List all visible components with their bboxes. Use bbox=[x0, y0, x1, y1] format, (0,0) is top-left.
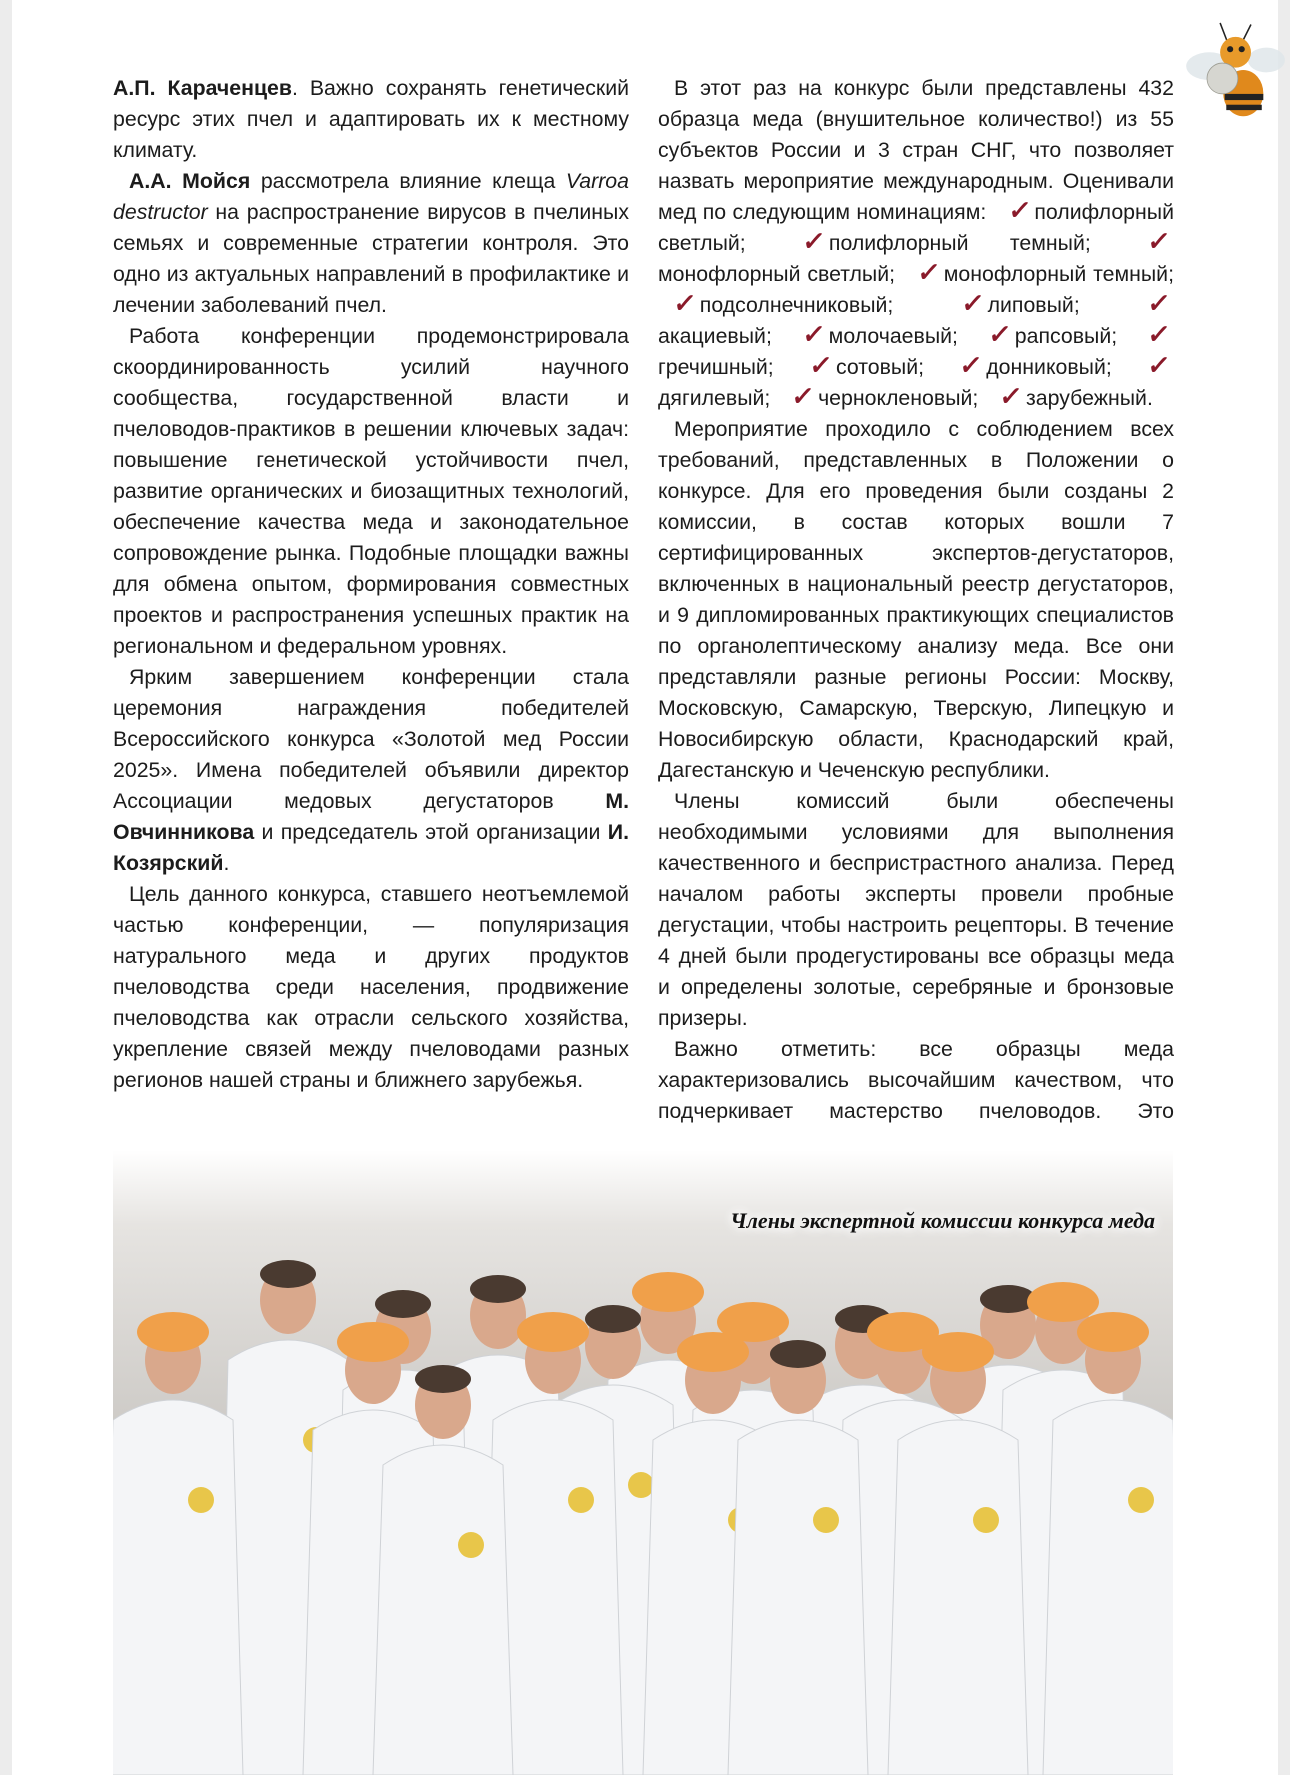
separator: . bbox=[1146, 386, 1153, 410]
paragraph bbox=[658, 786, 1174, 1034]
separator: ; bbox=[952, 324, 973, 348]
check-mark-icon: ✓ bbox=[671, 288, 698, 318]
check-mark-icon: ✓ bbox=[958, 350, 985, 380]
nomination-label: молочаевый bbox=[828, 324, 953, 348]
check-mark-icon: ✓ bbox=[1006, 195, 1033, 225]
bee-mascot-icon bbox=[1180, 10, 1288, 130]
separator: ; bbox=[889, 262, 902, 286]
text-run: на распространение вирусов в пчелиных семьях и современные стратегии контроля. Это одно из актуальных направлений в профилактике и лечении заболеваний пчел. bbox=[113, 200, 629, 317]
italic-term: Varroa destructor bbox=[113, 169, 629, 224]
text-run: и председатель этой организации bbox=[254, 820, 608, 844]
separator: ; bbox=[765, 324, 787, 348]
check-mark-icon: ✓ bbox=[1146, 350, 1173, 380]
paragraph bbox=[658, 414, 1174, 786]
nomination-item bbox=[658, 288, 888, 318]
text-run: Работа конференции продемонстрировала скоординированность усилий научного сообщества, государственной власти и пчеловодов-практиков в решении ключевых задач: повышение генетической устойчивости пчел, развитие органических и биозащитных технологий, обеспечение качества меда и законодательное сопровождение рынка. Подобные площадки важны для обмена опытом, формирования совместных проектов и распространения успешных практик на региональном и федеральном уровнях. bbox=[113, 324, 629, 658]
text-run: Ярким завершением конференции стала церемония награждения победителей Всероссийского конкурса «Золотой мед России 2025». Имена победителей объявили директор Ассоциации медовых дегустаторов bbox=[113, 665, 629, 813]
separator: ; bbox=[887, 293, 946, 317]
paragraph bbox=[113, 166, 629, 321]
paragraph bbox=[113, 662, 629, 879]
check-mark-icon: ✓ bbox=[986, 319, 1013, 349]
paragraph bbox=[658, 73, 1174, 414]
paragraph bbox=[113, 321, 629, 662]
nomination-label: подсолнечниковый bbox=[699, 293, 888, 317]
nomination-label: рапсовый bbox=[1014, 324, 1112, 348]
text-run: Важно отметить: все образцы меда характеризовались высочайшим качеством, что подчеркивает мастерство пчеловодов. Это bbox=[658, 1037, 1174, 1123]
nomination-item bbox=[794, 350, 919, 380]
check-mark-icon: ✓ bbox=[801, 226, 828, 256]
separator: ; bbox=[972, 386, 985, 410]
group-photo bbox=[113, 1150, 1173, 1775]
bold-name: М. Овчинникова bbox=[113, 789, 629, 844]
text-run: Цель данного конкурса, ставшего неотъемлемой частью конференции, — популяризация натурального меда и других продуктов пчеловодства среди населения, продвижение пчеловодства как отрасли сельского хозяйства, укрепление связей между пчеловодами разных регионов нашей страны и ближнего зарубежья. bbox=[113, 882, 629, 1092]
nomination-label: зарубежный bbox=[1026, 386, 1147, 410]
nomination-label: чернокленовый bbox=[818, 386, 973, 410]
check-mark-icon: ✓ bbox=[1146, 226, 1173, 256]
check-mark-icon: ✓ bbox=[1146, 288, 1173, 318]
check-mark-icon: ✓ bbox=[808, 350, 835, 380]
paragraph bbox=[113, 73, 629, 166]
text-run: Члены комиссий были обеспечены необходимыми условиями для выполнения качественного и беспристрастного анализа. Перед началом работы эксперты провели пробные дегустации, чтобы настроить рецепторы. В течение 4 дней были продегустированы все образцы меда и определены золотые, серебряные и бронзовые призеры. bbox=[658, 789, 1174, 1030]
text-run: рассмотрела влияние клеща bbox=[250, 169, 566, 193]
nomination-label: полифлорный темный bbox=[828, 231, 1085, 255]
check-mark-icon: ✓ bbox=[998, 381, 1025, 411]
right-text-column bbox=[658, 73, 1174, 1127]
check-mark-icon: ✓ bbox=[790, 381, 817, 411]
nomination-item bbox=[902, 257, 1169, 287]
nomination-label: гречишный bbox=[658, 355, 768, 379]
nomination-item bbox=[944, 350, 1106, 380]
photo-image bbox=[113, 1150, 1173, 1775]
nomination-item bbox=[984, 381, 1147, 411]
check-mark-icon: ✓ bbox=[1146, 319, 1173, 349]
separator: ; bbox=[1105, 355, 1133, 379]
left-text-column bbox=[113, 73, 629, 1096]
separator: ; bbox=[1073, 293, 1133, 317]
nomination-label: полифлорный светлый bbox=[658, 200, 1174, 255]
magazine-page bbox=[12, 0, 1278, 1775]
nomination-item bbox=[973, 319, 1112, 349]
text-run: Мероприятие проходило с соблюдением всех требований, представленных в Положении о конкурсе. Для его проведения были созданы 2 комиссии, в состав которых вошли 7 сертифицированных экспертов-дегустаторов, включенных в национальный реестр дегустаторов, и 9 дипломированных практикующих специалистов по органолептическому анализу меда. Все они представляли разные регионы России: Москву, Московскую, Самарскую, Тверскую, Липецкую и Новосибирскую области, Краснодарский край, Дагестанскую и Чеченскую республики. bbox=[658, 417, 1174, 782]
paragraph bbox=[113, 879, 629, 1096]
nomination-label: акациевый bbox=[658, 324, 766, 348]
text-run: . bbox=[223, 851, 230, 875]
separator: ; bbox=[918, 355, 945, 379]
nomination-item bbox=[946, 288, 1074, 318]
check-mark-icon: ✓ bbox=[915, 257, 942, 287]
separator: ; bbox=[764, 386, 777, 410]
separator: ; bbox=[1168, 262, 1174, 286]
separator: ; bbox=[1084, 231, 1133, 255]
nomination-item bbox=[787, 226, 1085, 256]
check-mark-icon: ✓ bbox=[800, 319, 827, 349]
separator: ; bbox=[1111, 324, 1133, 348]
nomination-item bbox=[787, 319, 953, 349]
nomination-label: липовый bbox=[987, 293, 1074, 317]
photo-caption: Члены экспертной комиссии конкурса меда bbox=[730, 1208, 1155, 1233]
text-run: В этот раз на конкурс были представлены 432 образца меда (внушительное количество!) из 55 субъектов России и 3 стран СНГ, что позволяет назвать мероприятие международным. Оценивали мед по следующим номинациям: bbox=[658, 76, 1174, 224]
nomination-label: монофлорный светлый bbox=[658, 262, 890, 286]
bold-name: А.А. Мойся bbox=[129, 169, 251, 193]
nomination-label: донниковый bbox=[986, 355, 1106, 379]
check-mark-icon: ✓ bbox=[959, 288, 986, 318]
nomination-label: дягилевый bbox=[658, 386, 765, 410]
bold-name: А.П. Караченцев bbox=[113, 76, 292, 100]
bold-name: И. Козярский bbox=[113, 820, 629, 875]
nomination-label: сотовый bbox=[835, 355, 919, 379]
separator: ; bbox=[767, 355, 795, 379]
nomination-item bbox=[776, 381, 973, 411]
text-run: . Важно сохранять генетический ресурс этих пчел и адаптировать их к местному климату. bbox=[113, 76, 630, 162]
paragraph bbox=[658, 1034, 1174, 1127]
nomination-label: монофлорный темный bbox=[943, 262, 1169, 286]
separator: ; bbox=[739, 231, 788, 255]
